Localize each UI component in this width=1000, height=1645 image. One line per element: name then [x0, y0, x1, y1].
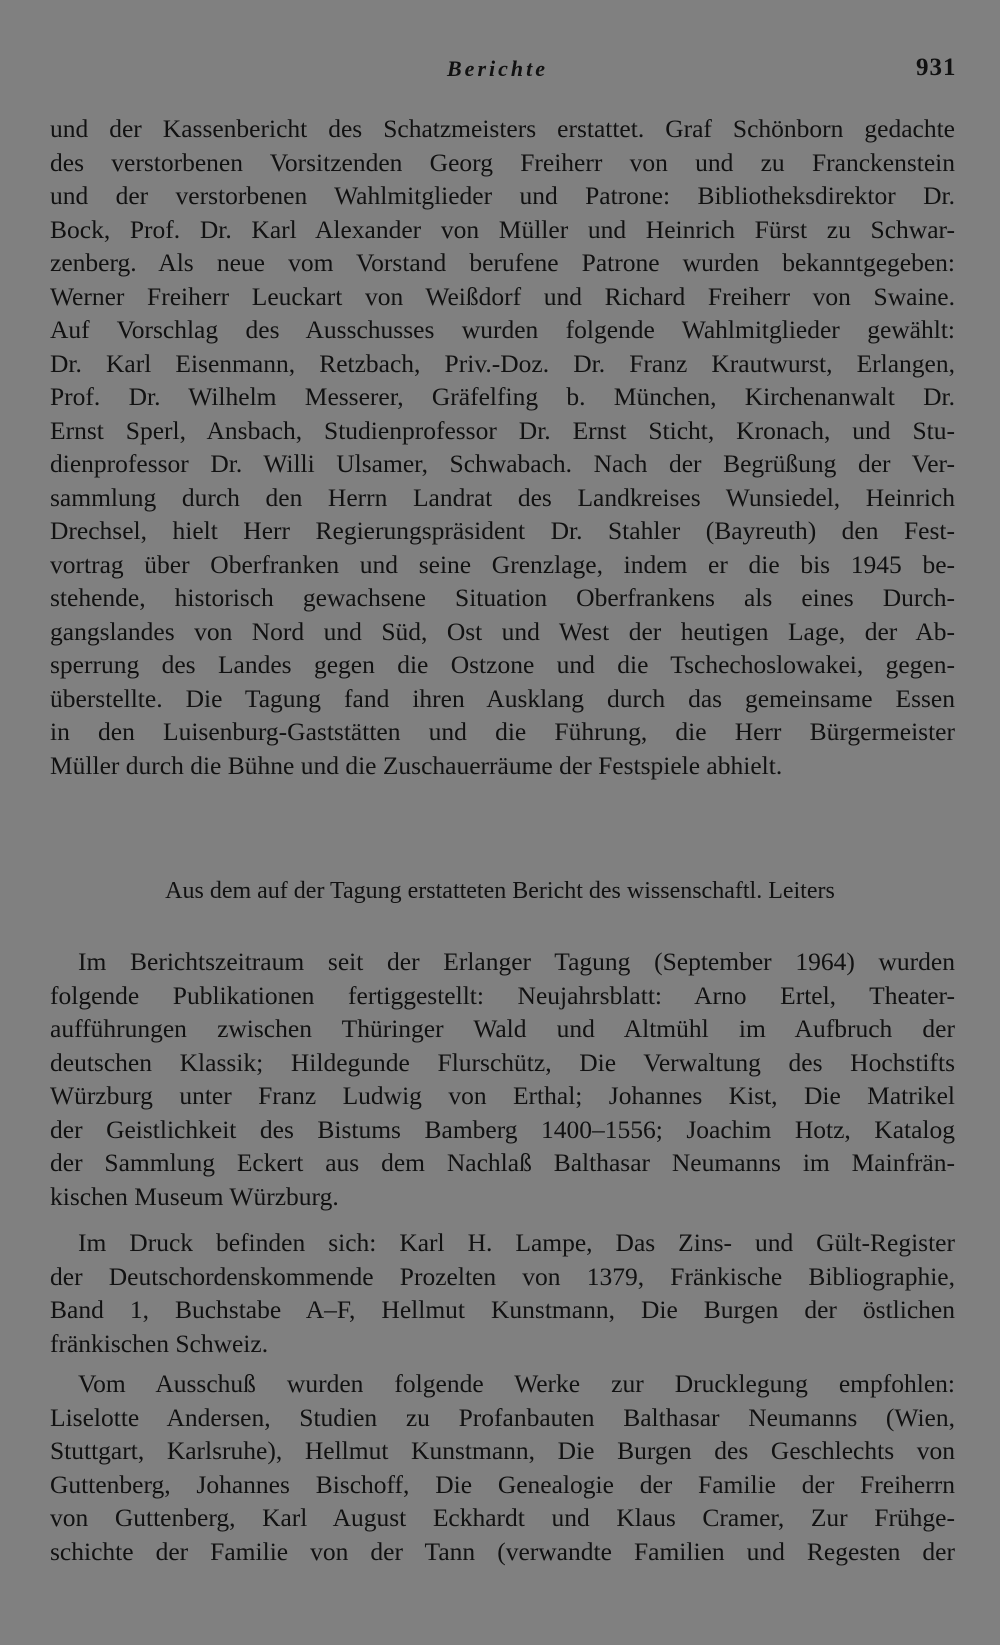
text-line: stehende, historisch gewachsene Situation Oberfrankens als eines Durch-	[50, 583, 955, 612]
text-line: schichte der Familie von der Tann (verwandte Familien und Regesten der	[50, 1536, 955, 1566]
text-line: Drechsel, hielt Herr Regierungspräsident Dr. Stahler (Bayreuth) den Fest-	[50, 516, 955, 545]
text-line: sammlung durch den Herrn Landrat des Landkreises Wunsiedel, Heinrich	[50, 482, 955, 512]
running-title: Berichte	[447, 56, 548, 81]
text-line: in den Luisenburg-Gaststätten und die Führung, die Herr Bürgermeister	[50, 717, 955, 746]
paragraph-recommended-works	[50, 1367, 955, 1568]
text-line: aufführungen zwischen Thüringer Wald und Altmühl im Aufbruch der	[50, 1014, 955, 1043]
text-line: Auf Vorschlag des Ausschusses wurden folgende Wahlmitglieder gewählt:	[50, 315, 955, 344]
paragraph-publications	[50, 945, 955, 1213]
text-line: Im Berichtszeitraum seit der Erlanger Tagung (September 1964) wurden	[78, 947, 955, 976]
text-line: vortrag über Oberfranken und seine Grenzlage, indem er die bis 1945 be-	[50, 549, 955, 579]
text-line: der Deutschordenskommende Prozelten von 1379, Fränkische Bibliographie,	[50, 1261, 955, 1291]
text-line: Prof. Dr. Wilhelm Messerer, Gräfelfing b. München, Kirchenanwalt Dr.	[50, 382, 955, 411]
text-line: folgende Publikationen fertiggestellt: Neujahrsblatt: Arno Ertel, Theater-	[50, 980, 955, 1010]
text-line: Ernst Sperl, Ansbach, Studienprofessor Dr. Ernst Sticht, Kronach, und Stu-	[50, 415, 955, 445]
text-line: kischen Museum Würzburg.	[50, 1181, 339, 1211]
text-line: und der Kassenbericht des Schatzmeisters erstattet. Graf Schönborn gedachte	[50, 114, 955, 143]
paragraph-meeting-report	[50, 112, 955, 782]
text-line: fränkischen Schweiz.	[50, 1328, 269, 1358]
text-line: sperrung des Landes gegen die Ostzone und die Tschechoslowakei, gegen-	[50, 650, 955, 679]
text-line: Werner Freiherr Leuckart von Weißdorf und Richard Freiherr von Swaine.	[50, 281, 955, 311]
text-line: und der verstorbenen Wahlmitglieder und Patrone: Bibliotheksdirektor Dr.	[50, 181, 955, 210]
text-line: Vom Ausschuß wurden folgende Werke zur Drucklegung empfohlen:	[78, 1369, 955, 1398]
text-line: Stuttgart, Karlsruhe), Hellmut Kunstmann, Die Burgen des Geschlechts von	[50, 1436, 955, 1465]
text-line: Band 1, Buchstabe A–F, Hellmut Kunstmann, Die Burgen der östlichen	[50, 1295, 955, 1324]
text-line: von Guttenberg, Karl August Eckhardt und Klaus Cramer, Zur Frühge-	[50, 1503, 955, 1532]
text-line: Dr. Karl Eisenmann, Retzbach, Priv.-Doz. Dr. Franz Krautwurst, Erlangen,	[50, 348, 955, 378]
page-header	[0, 52, 1000, 92]
text-line: Bock, Prof. Dr. Karl Alexander von Müller und Heinrich Fürst zu Schwar-	[50, 214, 955, 244]
text-line: zenberg. Als neue vom Vorstand berufene Patrone wurden bekanntgegeben:	[50, 248, 955, 277]
paragraph-in-print	[50, 1226, 955, 1360]
section-heading: Aus dem auf der Tagung erstatteten Bericht des wissenschaftl. Leiters	[165, 878, 835, 904]
text-line: überstellte. Die Tagung fand ihren Ausklang durch das gemeinsame Essen	[50, 683, 955, 713]
text-line: gangslandes von Nord und Süd, Ost und West der heutigen Lage, der Ab-	[50, 616, 955, 646]
text-line: deutschen Klassik; Hildegunde Flurschütz, Die Verwaltung des Hochstifts	[50, 1047, 955, 1077]
text-line: der Geistlichkeit des Bistums Bamberg 1400–1556; Joachim Hotz, Katalog	[50, 1114, 955, 1144]
text-line: Liselotte Andersen, Studien zu Profanbauten Balthasar Neumanns (Wien,	[50, 1402, 955, 1432]
text-line: Würzburg unter Franz Ludwig von Erthal; Johannes Kist, Die Matrikel	[50, 1081, 955, 1110]
text-line: der Sammlung Eckert aus dem Nachlaß Balthasar Neumanns im Mainfrän-	[50, 1148, 955, 1177]
text-line: dienprofessor Dr. Willi Ulsamer, Schwabach. Nach der Begrüßung der Ver-	[50, 449, 955, 478]
text-line: Müller durch die Bühne und die Zuschauerräume der Festspiele abhielt.	[50, 750, 783, 780]
page-number: 931	[916, 54, 957, 81]
text-line: des verstorbenen Vorsitzenden Georg Freiherr von und zu Franckenstein	[50, 147, 955, 177]
text-line: Guttenberg, Johannes Bischoff, Die Genealogie der Familie der Freiherrn	[50, 1469, 955, 1499]
text-line: Im Druck befinden sich: Karl H. Lampe, Das Zins- und Gült-Register	[78, 1228, 955, 1257]
